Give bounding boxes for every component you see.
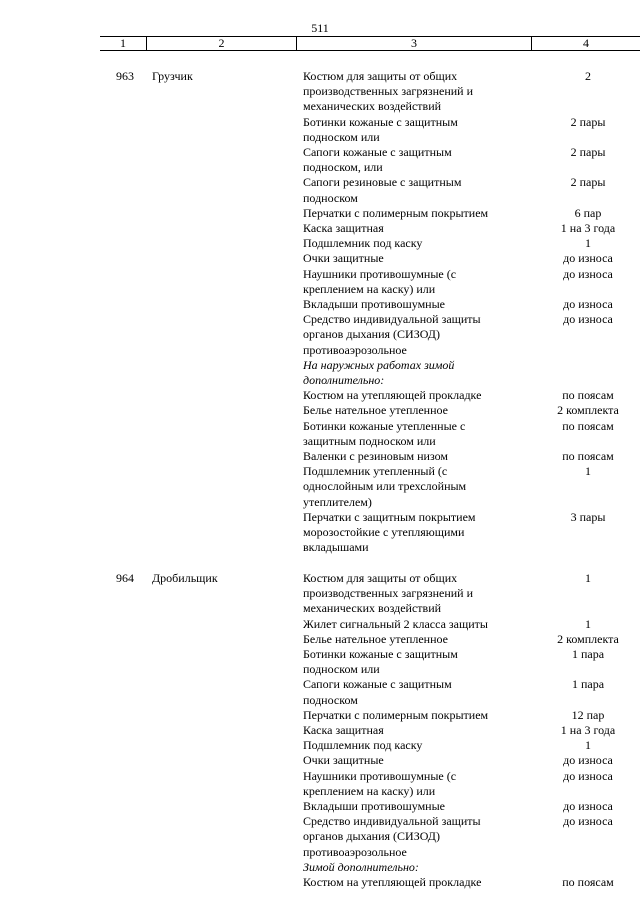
equipment-item — [303, 69, 640, 115]
column-header-1: 1 — [120, 36, 126, 50]
equipment-name: Ботинки кожаные с защитным подноском или — [303, 114, 458, 144]
equipment-item — [303, 145, 640, 175]
equipment-quantity: по поясам — [562, 388, 614, 403]
equipment-quantity: 1 пара — [571, 677, 605, 692]
equipment-list — [303, 571, 640, 890]
equipment-quantity: 2 комплекта — [557, 631, 619, 646]
equipment-name: Сапоги кожаные с защитным подноском, или — [303, 145, 452, 175]
equipment-item — [303, 647, 640, 677]
equipment-name: Вкладыши противошумные — [303, 799, 445, 814]
equipment-quantity: 1 пара — [571, 647, 605, 662]
equipment-quantity: по поясам — [562, 418, 614, 433]
equipment-quantity: 2 — [585, 69, 591, 83]
equipment-item — [303, 312, 640, 358]
equipment-name: Перчатки с полимерным покрытием — [303, 707, 489, 722]
equipment-quantity: 2 пары — [570, 145, 606, 160]
equipment-name: Белье нательное утепленное — [303, 631, 448, 646]
equipment-name: Ботинки кожаные с защитным подноском или — [303, 647, 458, 677]
equipment-item — [303, 221, 640, 236]
equipment-quantity: 2 пары — [570, 114, 606, 129]
entry-number: 963 — [116, 69, 134, 83]
equipment-item — [303, 115, 640, 145]
section-note — [303, 358, 640, 388]
entry-number: 964 — [116, 571, 134, 585]
equipment-item — [303, 708, 640, 723]
equipment-name: Сапоги резиновые с защитным подноском — [303, 175, 462, 205]
equipment-name: Костюм для защиты от общих производственных загрязнений и механических воздействий — [303, 571, 474, 616]
equipment-quantity: 3 пары — [570, 509, 606, 524]
equipment-item — [303, 632, 640, 647]
equipment-name: Средство индивидуальной защиты органов дыхания (СИЗОД) противоаэрозольное — [303, 814, 481, 859]
column-header-row — [100, 36, 640, 51]
equipment-quantity: 1 на 3 года — [560, 221, 616, 236]
equipment-quantity: по поясам — [562, 449, 614, 464]
equipment-name: Жилет сигнальный 2 класса защиты — [303, 616, 488, 631]
equipment-quantity: 2 пары — [570, 175, 606, 190]
equipment-item — [303, 267, 640, 297]
profession-name: Дробильщик — [152, 571, 218, 585]
equipment-quantity: до износа — [563, 251, 613, 266]
equipment-item — [303, 175, 640, 205]
section-note — [303, 860, 640, 875]
equipment-quantity: до износа — [563, 814, 613, 829]
equipment-item — [303, 677, 640, 707]
equipment-item — [303, 738, 640, 753]
equipment-name: Подшлемник утепленный (с однослойным или трехслойным утеплителем) — [303, 464, 467, 509]
equipment-item — [303, 464, 640, 510]
equipment-name: На наружных работах зимой дополнительно: — [303, 357, 455, 388]
profession-name: Грузчик — [152, 69, 193, 83]
equipment-quantity: 1 — [585, 571, 591, 585]
equipment-name: Очки защитные — [303, 753, 384, 768]
equipment-item — [303, 723, 640, 738]
equipment-item — [303, 388, 640, 403]
equipment-name: Наушники противошумные (с креплением на каску) или — [303, 768, 457, 798]
equipment-name: Костюм для защиты от общих производственных загрязнений и механических воздействий — [303, 69, 474, 114]
equipment-name: Перчатки с полимерным покрытием — [303, 205, 489, 220]
equipment-item — [303, 814, 640, 860]
column-header-3: 3 — [411, 36, 417, 50]
equipment-item — [303, 510, 640, 556]
equipment-item — [303, 769, 640, 799]
equipment-quantity: 1 — [585, 738, 591, 753]
page-number: 511 — [311, 21, 329, 35]
equipment-name: Костюм на утепляющей прокладке — [303, 388, 482, 403]
equipment-item — [303, 449, 640, 464]
equipment-name: Наушники противошумные (с креплением на каску) или — [303, 266, 457, 296]
equipment-item — [303, 419, 640, 449]
equipment-quantity: 1 на 3 года — [560, 723, 616, 738]
equipment-quantity: 1 — [585, 616, 591, 631]
equipment-quantity: 12 пар — [571, 707, 605, 722]
equipment-quantity: до износа — [563, 753, 613, 768]
equipment-name: Очки защитные — [303, 251, 384, 266]
equipment-item — [303, 403, 640, 418]
equipment-item — [303, 875, 640, 890]
equipment-quantity: по поясам — [562, 875, 614, 890]
equipment-name: Перчатки с защитным покрытием морозостойкие с утепляющими вкладышами — [303, 509, 476, 555]
equipment-name: Средство индивидуальной защиты органов дыхания (СИЗОД) противоаэрозольное — [303, 312, 481, 357]
equipment-quantity: 2 комплекта — [557, 403, 619, 418]
equipment-item — [303, 799, 640, 814]
equipment-name: Вкладыши противошумные — [303, 297, 445, 312]
column-header-4: 4 — [583, 36, 589, 50]
equipment-name: Валенки с резиновым низом — [303, 449, 449, 464]
equipment-list — [303, 69, 640, 556]
equipment-name: Каска защитная — [303, 221, 384, 236]
equipment-quantity: до износа — [563, 768, 613, 783]
equipment-item — [303, 251, 640, 266]
equipment-name: Подшлемник под каску — [303, 236, 423, 251]
column-header-2: 2 — [218, 36, 225, 50]
equipment-quantity: 6 пар — [574, 205, 602, 220]
equipment-quantity: до износа — [563, 312, 613, 327]
equipment-item — [303, 617, 640, 632]
equipment-name: Зимой дополнительно: — [303, 859, 419, 874]
equipment-item — [303, 571, 640, 617]
equipment-item — [303, 236, 640, 251]
equipment-name: Каска защитная — [303, 723, 384, 738]
equipment-item — [303, 297, 640, 312]
equipment-quantity: до износа — [563, 799, 613, 814]
equipment-item — [303, 753, 640, 768]
equipment-name: Костюм на утепляющей прокладке — [303, 875, 482, 890]
equipment-quantity: 1 — [585, 236, 591, 251]
equipment-name: Ботинки кожаные утепленные с защитным подноском или — [303, 418, 466, 448]
equipment-name: Подшлемник под каску — [303, 738, 423, 753]
equipment-quantity: до износа — [563, 266, 613, 281]
equipment-item — [303, 206, 640, 221]
equipment-quantity: 1 — [585, 464, 591, 479]
equipment-quantity: до износа — [563, 297, 613, 312]
equipment-name: Сапоги кожаные с защитным подноском — [303, 677, 452, 707]
equipment-name: Белье нательное утепленное — [303, 403, 448, 418]
